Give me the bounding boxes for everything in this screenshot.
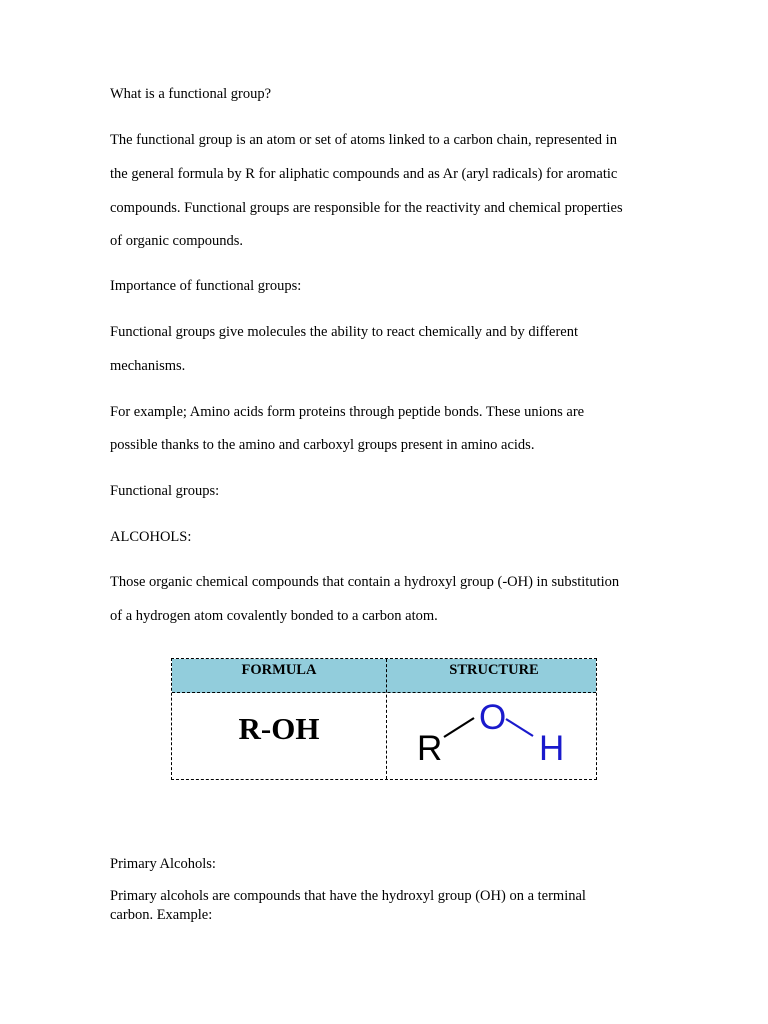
header-structure: STRUCTURE	[449, 662, 539, 678]
atom-r: R	[417, 729, 443, 768]
question-heading: What is a functional group?	[110, 86, 272, 102]
alcohol-structure-diagram	[402, 695, 572, 775]
alcohols-heading: ALCOHOLS:	[110, 529, 192, 545]
functional-groups-heading: Functional groups:	[110, 483, 220, 499]
example-line-1: For example; Amino acids form proteins through peptide bonds. These unions are	[110, 404, 585, 420]
formula-cell: R-OH	[238, 711, 320, 746]
intro-line-2: the general formula by R for aliphatic compounds and as Ar (aryl radicals) for aromatic	[110, 166, 618, 182]
header-formula: FORMULA	[241, 662, 317, 678]
intro-line-1: The functional group is an atom or set of atoms linked to a carbon chain, represented in	[110, 132, 617, 148]
primary-line-2: carbon. Example:	[110, 907, 213, 923]
intro-line-3: compounds. Functional groups are responsible for the reactivity and chemical properties	[110, 200, 623, 216]
alcohol-table	[171, 658, 597, 780]
importance-line-2: mechanisms.	[110, 358, 186, 374]
alcohols-line-1: Those organic chemical compounds that contain a hydroxyl group (-OH) in substitution	[110, 574, 620, 590]
alcohols-line-2: of a hydrogen atom covalently bonded to a carbon atom.	[110, 608, 438, 624]
column-divider	[386, 659, 387, 779]
primary-heading: Primary Alcohols:	[110, 856, 216, 872]
importance-line-1: Functional groups give molecules the ability to react chemically and by different	[110, 324, 579, 340]
o-h-bond	[506, 719, 533, 736]
intro-line-4: of organic compounds.	[110, 233, 244, 249]
atom-o: O	[479, 698, 507, 737]
atom-h: H	[539, 729, 565, 768]
importance-heading: Importance of functional groups:	[110, 278, 302, 294]
example-line-2: possible thanks to the amino and carboxyl groups present in amino acids.	[110, 437, 535, 453]
r-o-bond	[444, 718, 474, 737]
primary-line-1: Primary alcohols are compounds that have the hydroxyl group (OH) on a terminal	[110, 888, 586, 904]
